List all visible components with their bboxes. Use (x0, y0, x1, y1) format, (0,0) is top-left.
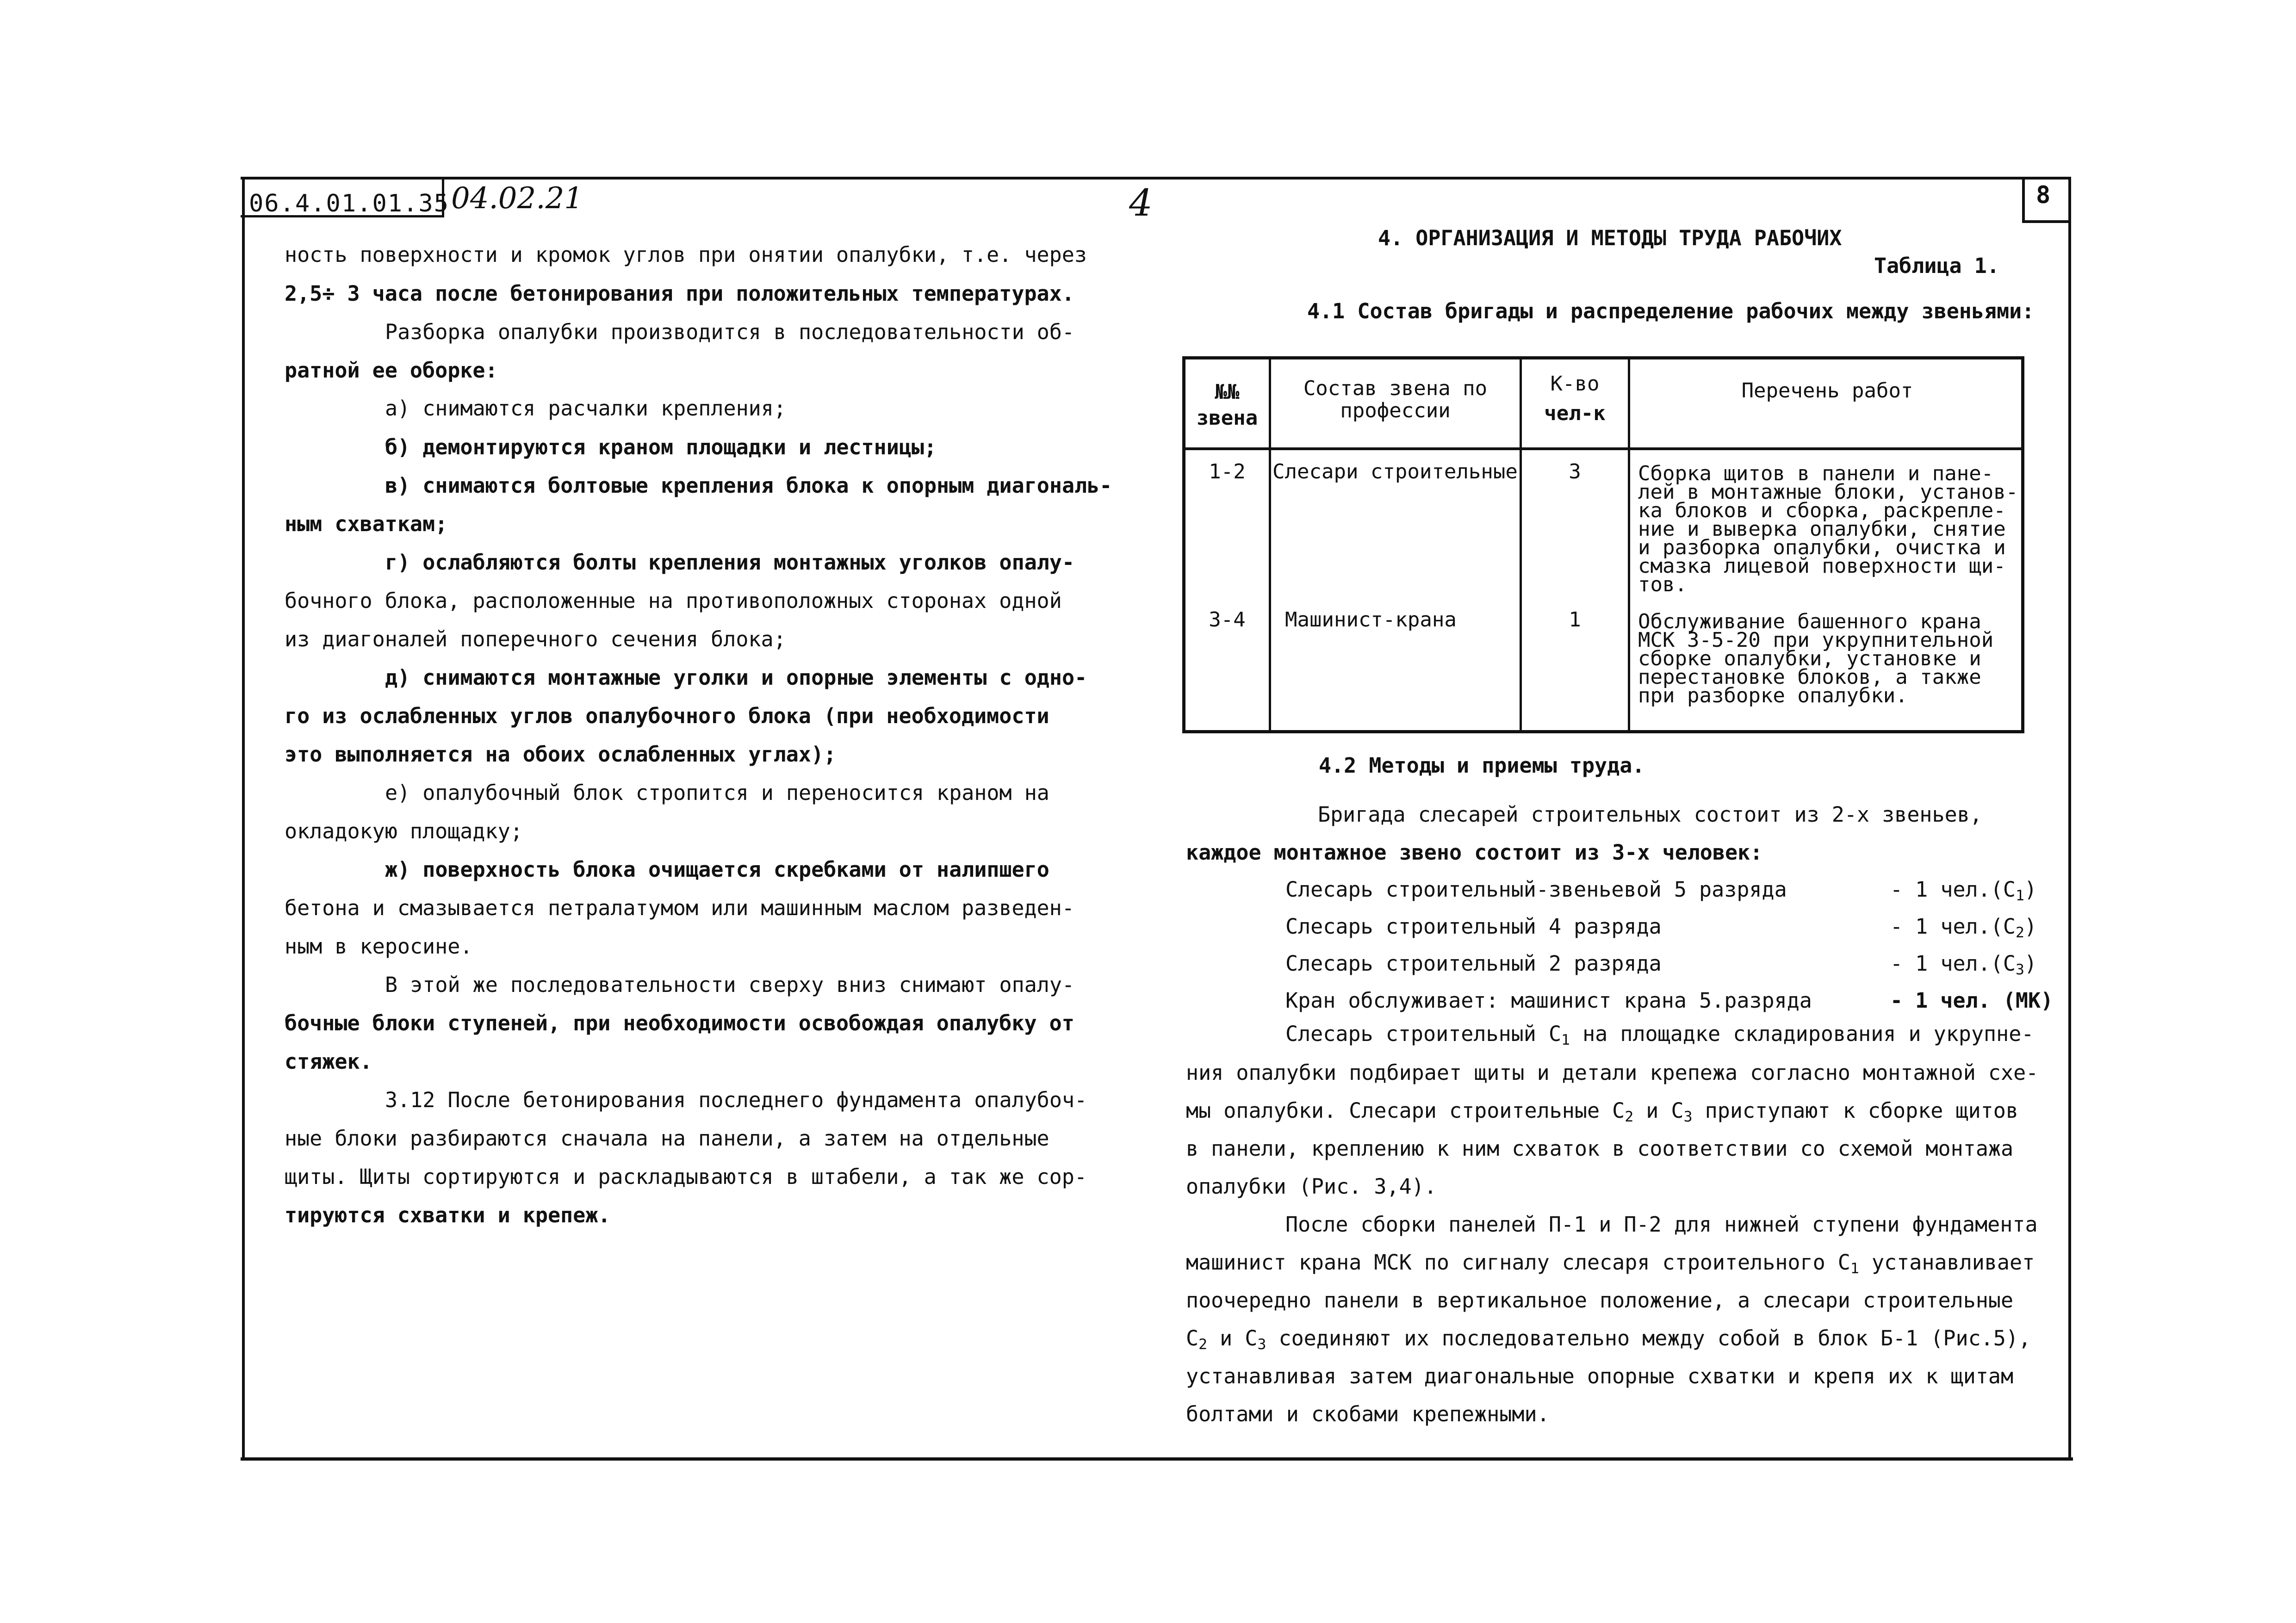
table-label: Таблица 1. (1874, 254, 1999, 278)
worker-value: - 1 чел. (МК) (1890, 988, 2054, 1013)
page-frame-bottom (241, 1457, 2073, 1461)
worker-value: - 1 $чел.(С_3)$ (1890, 951, 2037, 978)
worker-label: Кран обслуживает: машинист крана 5.разряда (1285, 988, 1812, 1013)
page-frame-top (241, 177, 2071, 180)
row1-count: 3 (1569, 460, 1581, 483)
header-count-line2: чел-к (1544, 402, 1606, 425)
left-text-line: г) ослабляются болты крепления монтажных уголков опалу- (385, 550, 1075, 575)
header-unit-line2: звена (1196, 406, 1258, 430)
left-text-line: бетона и смазывается петралатумом или машинным маслом разведен- (285, 896, 1074, 920)
right-text-line: После сборки панелей П-1 и П-2 для нижней ступени фундамента (1285, 1212, 2038, 1237)
left-text-line: б) демонтируются краном площадки и лестницы; (385, 435, 937, 459)
left-text-line: бочного блока, расположенные на противоположных сторонах одной (285, 588, 1062, 613)
row1-unit: 1-2 (1209, 460, 1246, 483)
row1-work-line: ка блоков и сборка, раскрепле- (1638, 499, 2006, 522)
doc-code: 06.4.01.01.35 (249, 190, 449, 217)
section-title: 4. ОРГАНИЗАЦИЯ И МЕТОДЫ ТРУДА РАБОЧИХ (1378, 226, 1842, 250)
handwritten-date: 04.02.21 (451, 181, 583, 216)
row1-work-line: Сборка щитов в панели и пане- (1638, 462, 1994, 485)
row1-work-line: ние и выверка опалубки, снятие (1638, 517, 2006, 541)
row1-work-line: смазка лицевой поверхности щи- (1638, 554, 2006, 578)
left-text-line: бочные блоки ступеней, при необходимости освобождая опалубку от (285, 1011, 1074, 1035)
right-text-line: ния опалубки подбирает щиты и детали крепежа согласно монтажной схе- (1186, 1060, 2039, 1085)
row1-work-line: и разборка опалубки, очистка и (1638, 536, 2006, 559)
page-frame-right (2068, 177, 2071, 1461)
left-text-line: а) снимаются расчалки крепления; (385, 396, 786, 421)
brigade-table (1182, 356, 2024, 733)
left-text-line: ж) поверхность блока очищается скребками от налипшего (385, 857, 1049, 882)
left-text-line: В этой же последовательности сверху вниз снимают опалу- (385, 973, 1075, 997)
methods-intro-line: Бригада слесарей строительных состоит из 2-х звеньев, (1318, 802, 1982, 827)
header-composition-line2: профессии (1340, 399, 1451, 422)
page-number: 8 (2036, 181, 2051, 209)
row2-work-line: Обслуживание башенного крана (1638, 610, 1981, 633)
row1-work-line: лей в монтажные блоки, установ- (1638, 480, 2018, 504)
left-text-line: ным схваткам; (285, 512, 448, 536)
right-text-line: опалубки (Рис. 3,4). (1186, 1174, 1437, 1199)
worker-value: - 1 $чел.(С_2)$ (1890, 914, 2037, 941)
row2-work-line: сборке опалубки, установке и (1638, 647, 1981, 670)
right-text-line: машинист крана МСК по сигналу слесаря строительного $С_1$ устанавливает (1186, 1250, 2035, 1277)
header-composition-line1: Состав звена по (1303, 377, 1488, 400)
right-text-line: поочередно панели в вертикальное положение, а слесари строительные (1186, 1288, 2014, 1313)
handwritten-mark: 4 (1129, 181, 1153, 224)
left-text-line: в) снимаются болтовые крепления блока к опорным диагональ- (385, 473, 1112, 498)
left-text-line: ность поверхности и кромок углов при онятии опалубки, т.е. через (285, 242, 1087, 267)
row2-work-line: МСК 3-5-20 при укрупнительной (1638, 628, 1994, 652)
left-text-line: ным в керосине. (285, 934, 473, 959)
right-text-line: устанавливая затем диагональные опорные схватки и крепя их к щитам (1186, 1364, 2014, 1388)
row2-work-line: при разборке опалубки. (1638, 684, 1908, 707)
methods-title: 4.2 Методы и приемы труда. (1319, 753, 1645, 778)
left-text-line: ратной ее оборке: (285, 358, 498, 383)
row2-work-line: перестановке блоков, а также (1638, 665, 1981, 689)
right-text-line: в панели, креплению к ним схваток в соответствии со схемой монтажа (1186, 1136, 2014, 1161)
left-text-line: стяжек. (285, 1049, 372, 1074)
right-text-line: Слесарь строительный $С_1$ на площадке складирования и укрупне- (1285, 1022, 2034, 1048)
page-frame-left (242, 177, 245, 1461)
right-text-line: мы опалубки. Слесари строительные $С_2$ и $С_3$ приступают к сборке щитов (1186, 1098, 2018, 1125)
row2-unit: 3-4 (1209, 608, 1246, 632)
right-text-line: болтами и скобами крепежными. (1186, 1402, 1550, 1426)
left-text-line: 2,5÷ 3 часа после бетонирования при положительных температурах. (285, 281, 1074, 306)
left-text-line: ные блоки разбираются сначала на панели, а затем на отдельные (285, 1126, 1049, 1151)
left-text-line: из диагоналей поперечного сечения блока; (285, 627, 786, 651)
left-text-line: это выполняется на обоих ослабленных углах); (285, 742, 837, 767)
row1-work-line: тов. (1638, 573, 1687, 596)
table-caption: 4.1 Состав бригады и распределение рабочих между звеньями: (1307, 299, 2035, 323)
right-text-line: $С_2$ и $С_3$ соединяют их последовательно между собой в блок Б-1 (Рис.5), (1186, 1326, 2031, 1353)
left-text-line: тируются схватки и крепеж. (285, 1203, 611, 1227)
left-text-line: 3.12 После бетонирования последнего фундамента опалубоч- (385, 1088, 1087, 1112)
left-text-line: окладокую площадку; (285, 819, 523, 843)
left-text-line: щиты. Щиты сортируются и раскладываются в штабели, а так же сор- (285, 1165, 1087, 1189)
row2-composition: Машинист-крана (1285, 608, 1457, 632)
table-col-divider (1628, 359, 1630, 730)
worker-label: Слесарь строительный 4 разряда (1285, 914, 1662, 939)
header-unit-line1: №№ (1215, 380, 1240, 404)
methods-intro-line: каждое монтажное звено состоит из 3-х человек: (1186, 840, 1763, 865)
header-count-line1: К-во (1550, 372, 1600, 396)
left-text-line: е) опалубочный блок стропится и переносится краном на (385, 781, 1049, 805)
worker-value: - 1 $чел.(С_1)$ (1890, 877, 2037, 904)
header-work: Перечень работ (1741, 379, 1913, 403)
table-header-divider (1185, 447, 2021, 450)
worker-label: Слесарь строительный-звеньевой 5 разряда (1285, 877, 1787, 902)
row1-composition: Слесари строительные (1272, 460, 1518, 483)
worker-label: Слесарь строительный 2 разряда (1285, 951, 1662, 976)
left-text-line: Разборка опалубки производится в последовательности об- (385, 320, 1075, 344)
left-text-line: го из ослабленных углов опалубочного блока (при необходимости (285, 704, 1049, 728)
row2-count: 1 (1569, 608, 1581, 632)
left-text-line: д) снимаются монтажные уголки и опорные элементы с одно- (385, 665, 1087, 690)
